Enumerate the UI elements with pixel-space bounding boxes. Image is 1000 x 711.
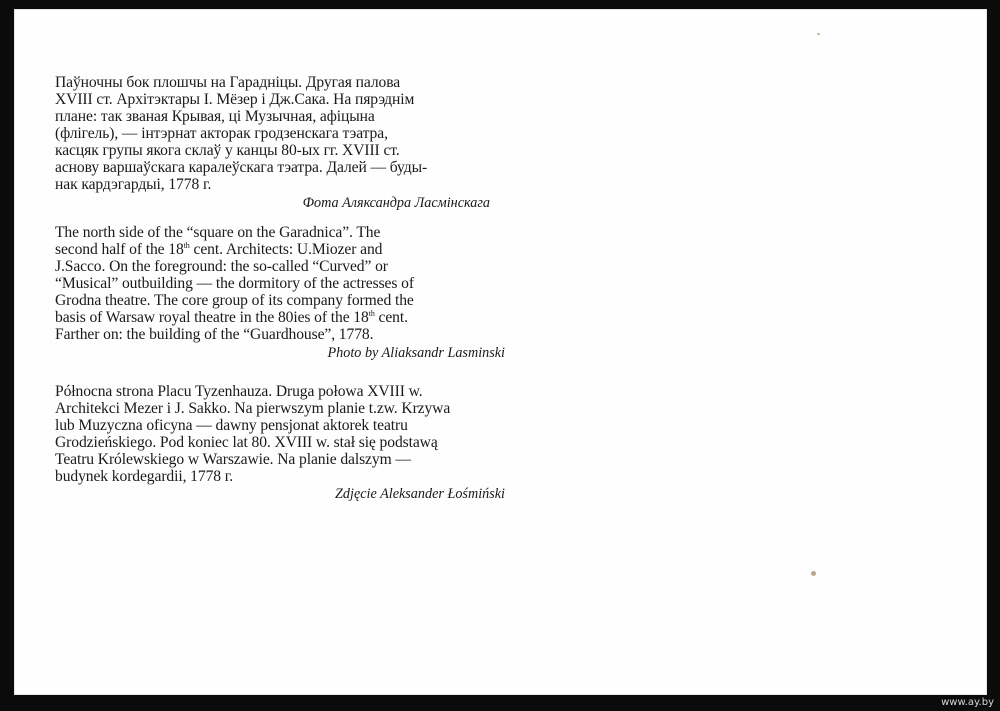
postcard-back (14, 9, 987, 695)
caption-line: Architekci Mezer i J. Sakko. Na pierwszym planie t.zw. Krzywa (55, 400, 451, 417)
photo-credit-english: Photo by Aliaksandr Lasminski (327, 345, 505, 361)
caption-text: cent. Architects: U.Miozer and (189, 241, 383, 258)
caption-line: нак кардэгардыі, 1778 г. (55, 176, 212, 193)
caption-line: The north side of the “square on the Garadnica”. The (55, 224, 381, 241)
caption-line: Północna strona Placu Tyzenhauza. Druga połowa XVIII w. (55, 383, 423, 400)
caption-english (55, 224, 505, 362)
caption-line: (флігель), — інтэрнат акторак гродзенскага тэатра, (55, 125, 388, 142)
caption-line: плане: так званая Крывая, ці Музычная, афіцына (55, 108, 375, 125)
caption-line: Farther on: the building of the “Guardhouse”, 1778. (55, 326, 374, 343)
ordinal-suffix: th (368, 309, 375, 318)
caption-line: аснову варшаўскага каралеўскага тэатра. Далей — буды- (55, 159, 428, 176)
caption-line: касцяк групы якога склаў у канцы 80-ых гг. XVIII ст. (55, 142, 400, 159)
caption-line: Паўночны бок плошчы на Гарадніцы. Другая палова (55, 74, 401, 91)
caption-polish (55, 383, 505, 503)
ordinal-suffix: th (183, 241, 190, 250)
photo-credit-belarusian: Фота Аляксандра Ласмінскага (302, 195, 490, 211)
caption-text: second half of the 18 (55, 241, 184, 258)
caption-line: lub Muzyczna oficyna — dawny pensjonat aktorek teatru (55, 417, 408, 434)
caption-line: XVIII ст. Архітэктары І. Мёзер і Дж.Сака. На пярэднім (55, 91, 415, 108)
caption-line (55, 309, 505, 326)
caption-line: budynek kordegardii, 1778 г. (55, 468, 234, 485)
caption-line: Grodna theatre. The core group of its company formed the (55, 292, 414, 309)
caption-line: Grodzieńskiego. Pod koniec lat 80. XVIII w. stał się podstawą (55, 434, 438, 451)
caption-text: basis of Warsaw royal theatre in the 80ies of the 18 (55, 309, 369, 326)
caption-line (55, 241, 505, 258)
caption-text: cent. (374, 309, 408, 326)
caption-line: J.Sacco. On the foreground: the so-called “Curved” or (55, 258, 388, 275)
caption-belarusian (55, 74, 505, 212)
caption-line: “Musical” outbuilding — the dormitory of the actresses of (55, 275, 414, 292)
caption-line: Teatru Królewskiego w Warszawie. Na planie dalszym — (55, 451, 411, 468)
paper-speck (811, 571, 816, 576)
photo-credit-polish: Zdjęcie Aleksander Łośmiński (335, 486, 505, 502)
paper-speck (817, 33, 820, 35)
site-watermark: www.ay.by (941, 697, 994, 708)
